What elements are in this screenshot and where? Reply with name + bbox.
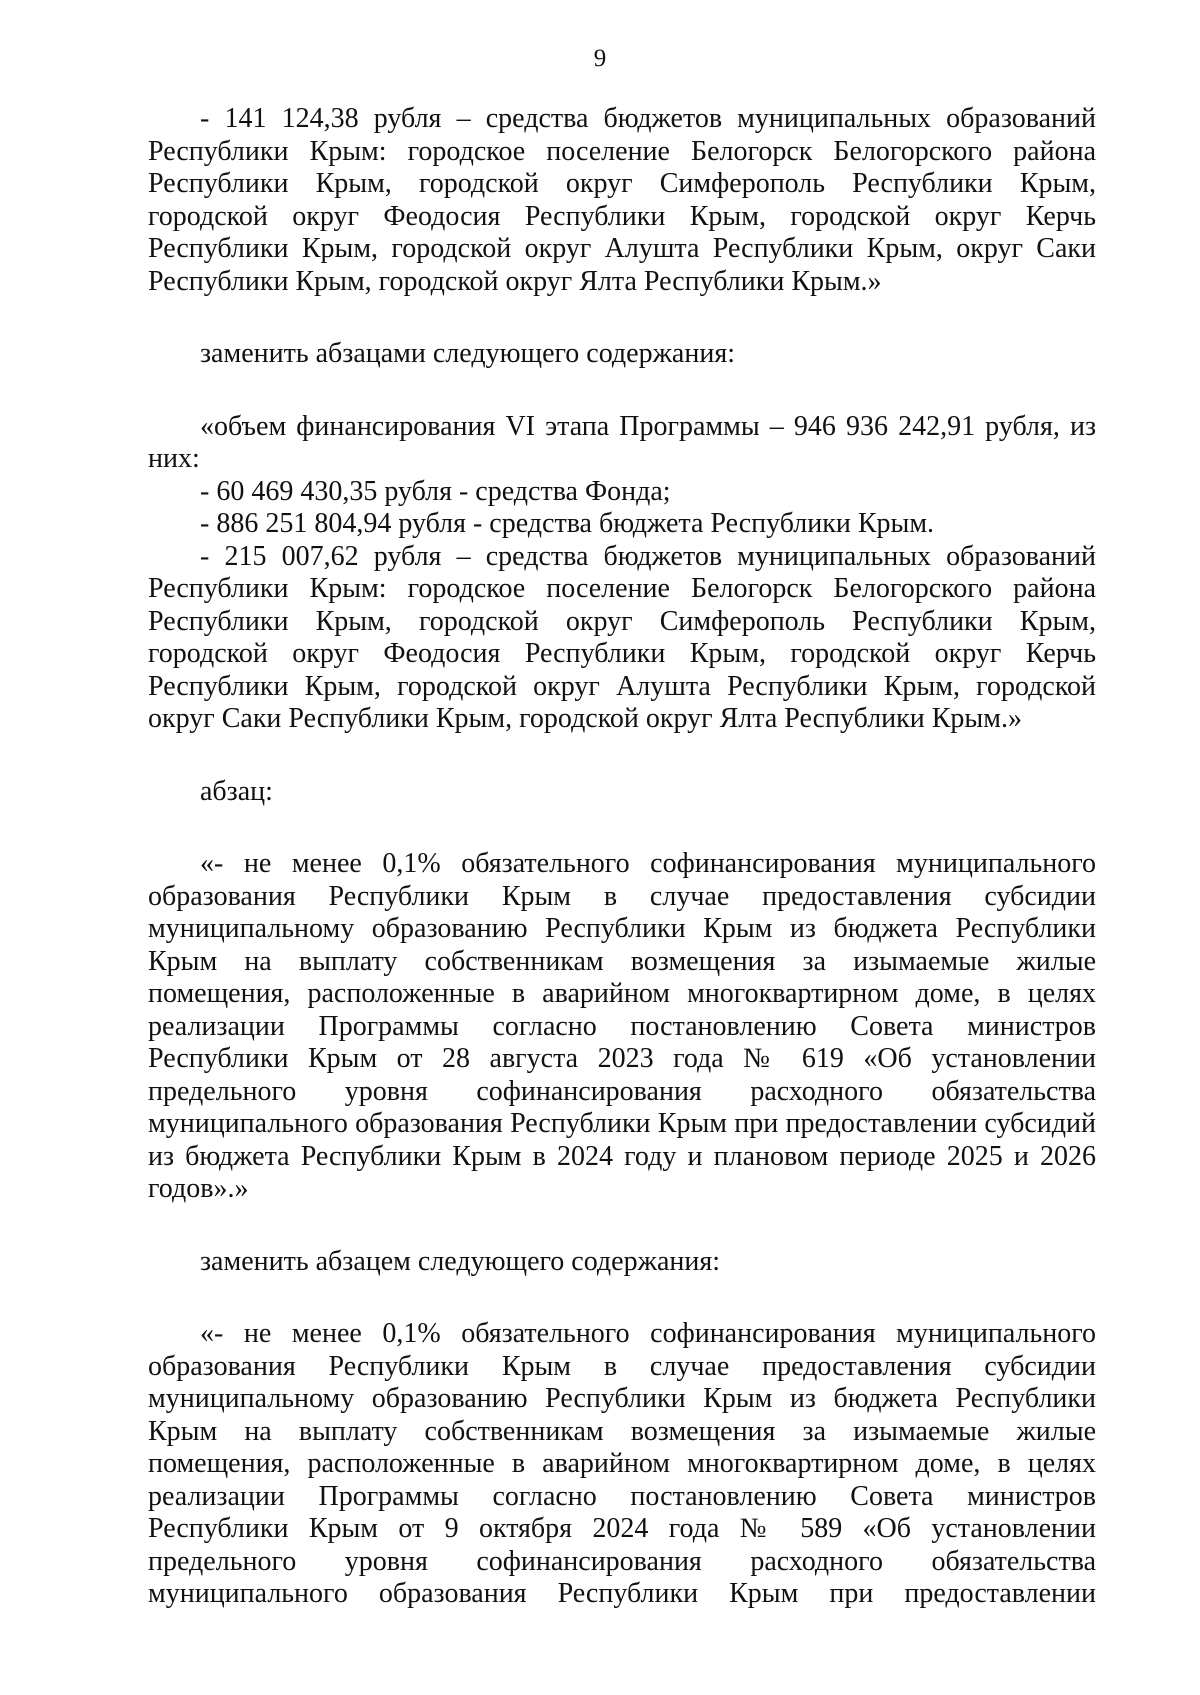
paragraph-fund-amount: - 60 469 430,35 рубля - средства Фонда; bbox=[200, 475, 671, 507]
paragraph-stage6-total: «объем финансирования VI этапа Программы – 946 936 242,91 рубля, из них: bbox=[148, 410, 1096, 474]
paragraph-replace-instruction: заменить абзацами следующего содержания: bbox=[200, 338, 735, 369]
paragraph-cofinancing-new: «- не менее 0,1% обязательного софинансирования муниципального образования Республики Крым в случае предоставления субсидии муниципальному образованию Республики Крым из бюджета Республики Крым на выплату собственникам возмещения за изымаемые жилые помещения, расположенные в аварийном многоквартирном доме, в целях реализации Программы согласно постановлению Совета министров Республики Крым от 9 октября 2024 года № 589 «Об установлении предельного уровня софинансирования расходного обязательства муниципального образования Республики Крым при предоставлении bbox=[148, 1318, 1096, 1609]
paragraph-cofinancing-old: «- не менее 0,1% обязательного софинансирования муниципального образования Республики Крым в случае предоставления субсидии муниципальному образованию Республики Крым из бюджета Республики Крым на выплату собственникам возмещения за изымаемые жилые помещения, расположенные в аварийном многоквартирном доме, в целях реализации Программы согласно постановлению Совета министров Республики Крым от 28 августа 2023 года № 619 «Об установлении предельного уровня софинансирования расходного обязательства муниципального образования Республики Крым при предоставлении субсидий из бюджета Республики Крым в 2024 году и плановом периоде 2025 и 2026 годов».» bbox=[148, 848, 1096, 1204]
paragraph-funding-municipal-new: - 215 007,62 рубля – средства бюджетов муниципальных образований Республики Крым: городское поселение Белогорск Белогорского района Республики Крым, городской округ Симферополь Республики Крым, городской округ Феодосия Республики Крым, городской округ Керчь Республики Крым, городской округ Алушта Республики Крым, городской округ Саки Республики Крым, городской округ Ялта Республики Крым.» bbox=[148, 540, 1096, 734]
paragraph-abzac-label: абзац: bbox=[200, 775, 273, 807]
page-number: 9 bbox=[593, 45, 607, 72]
document-body bbox=[148, 103, 1096, 1611]
paragraph-republic-budget-amount: - 886 251 804,94 рубля - средства бюджета Республики Крым. bbox=[200, 508, 935, 539]
paragraph-funding-municipal-old: - 141 124,38 рубля – средства бюджетов муниципальных образований Республики Крым: городское поселение Белогорск Белогорского района Республики Крым, городской округ Симферополь Республики Крым, городской округ Феодосия Республики Крым, городской округ Керчь Республики Крым, городской округ Алушта Республики Крым, округ Саки Республики Крым, городской округ Ялта Республики Крым.» bbox=[148, 103, 1096, 297]
paragraph-replace-single-instruction: заменить абзацем следующего содержания: bbox=[200, 1245, 720, 1277]
